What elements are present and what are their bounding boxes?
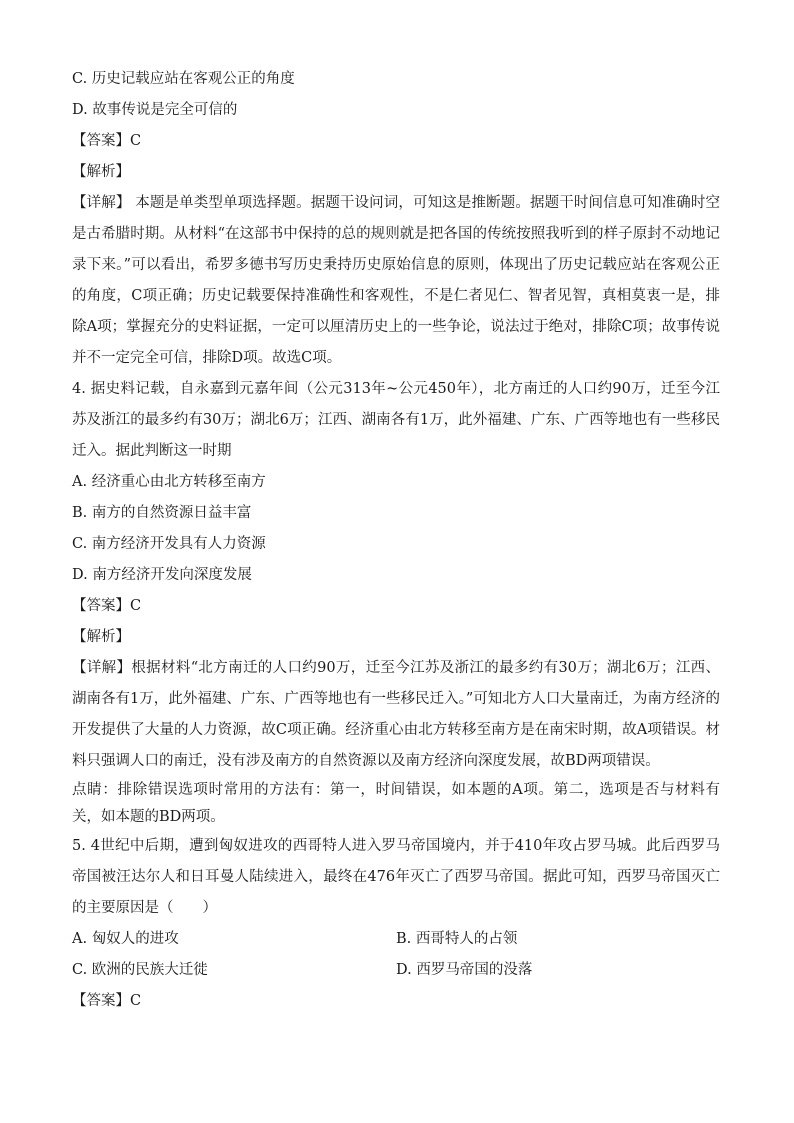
q3-detail: 【详解】 本题是单类型单项选择题。据题干设问词，可知这是推断题。据题干时间信息可知准确时空是古希腊时期。从材料“在这部书中保持的总的规则就是把各国的传统按照我听到的样子原封不动地记录下来。”可以看出，希罗多德书写历史秉持历史原始信息的原则，体现出了历史记载应站在客观公正的角度，C项正确；历史记载要保持准确性和客观性，不是仁者见仁、智者见智，真相莫衷一是，排除A项；掌握充分的史料证据，一定可以厘清历史上的一些争论，说法过于绝对，排除C项；故事传说并不一定完全可信，排除D项。故选C项。 bbox=[72, 195, 720, 366]
document-page bbox=[72, 64, 720, 1017]
q3-analysis-label: 【解析】 bbox=[72, 164, 130, 180]
q5-option-d: D. 西罗马帝国的没落 bbox=[396, 962, 533, 978]
q4-tip: 点睛：排除错误选项时常用的方法有：第一，时间错误，如本题的A项。第二，选项是否与材料有关，如本题的BD两项。 bbox=[72, 782, 720, 825]
q4-option-b: B. 南方的自然资源日益丰富 bbox=[72, 505, 252, 521]
q3-option-d: D. 故事传说是完全可信的 bbox=[72, 102, 238, 118]
q5-options-row-2 bbox=[72, 955, 720, 986]
q4-option-c: C. 南方经济开发具有人力资源 bbox=[72, 536, 266, 552]
q4-detail: 【详解】根据材料“北方南迁的人口约90万，迁至今江苏及浙江的最多约有30万；湖北6万；江西、湖南各有1万，此外福建、广东、广西等地也有一些移民迁入。”可知北方人口大量南迁，为南方经济的开发提供了大量的人力资源，故C项正确。经济重心由北方转移至南方是在南宋时期，故A项错误。材料只强调人口的南迁，没有涉及南方的自然资源以及南方经济向深度发展，故BD两项错误。 bbox=[72, 660, 720, 769]
q4-option-d: D. 南方经济开发向深度发展 bbox=[72, 567, 252, 583]
q5-stem: 5. 4世纪中后期，遭到匈奴进攻的西哥特人进入罗马帝国境内，并于410年攻占罗马城。此后西罗马帝国被汪达尔人和日耳曼人陆续进入，最终在476年灭亡了西罗马帝国。据此可知，西罗马帝国灭亡的主要原因是（ ） bbox=[72, 838, 720, 916]
q4-analysis-label: 【解析】 bbox=[72, 629, 130, 645]
q3-option-c: C. 历史记载应站在客观公正的角度 bbox=[72, 71, 295, 87]
q3-answer: 【答案】C bbox=[72, 133, 142, 149]
q5-answer: 【答案】C bbox=[72, 993, 142, 1009]
q5-options-row-1 bbox=[72, 924, 720, 955]
q4-stem: 4. 据史料记载，自永嘉到元嘉年间（公元313年~公元450年），北方南迁的人口约90万，迁至今江苏及浙江的最多约有30万；湖北6万；江西、湖南各有1万，此外福建、广东、广西等地也有一些移民迁入。据此判断这一时期 bbox=[72, 381, 720, 459]
q5-option-b: B. 西哥特人的占领 bbox=[396, 931, 518, 947]
q4-answer: 【答案】C bbox=[72, 598, 142, 614]
q5-option-a: A. 匈奴人的进攻 bbox=[72, 931, 179, 947]
q4-option-a: A. 经济重心由北方转移至南方 bbox=[72, 474, 266, 490]
q5-option-c: C. 欧洲的民族大迁徙 bbox=[72, 962, 208, 978]
